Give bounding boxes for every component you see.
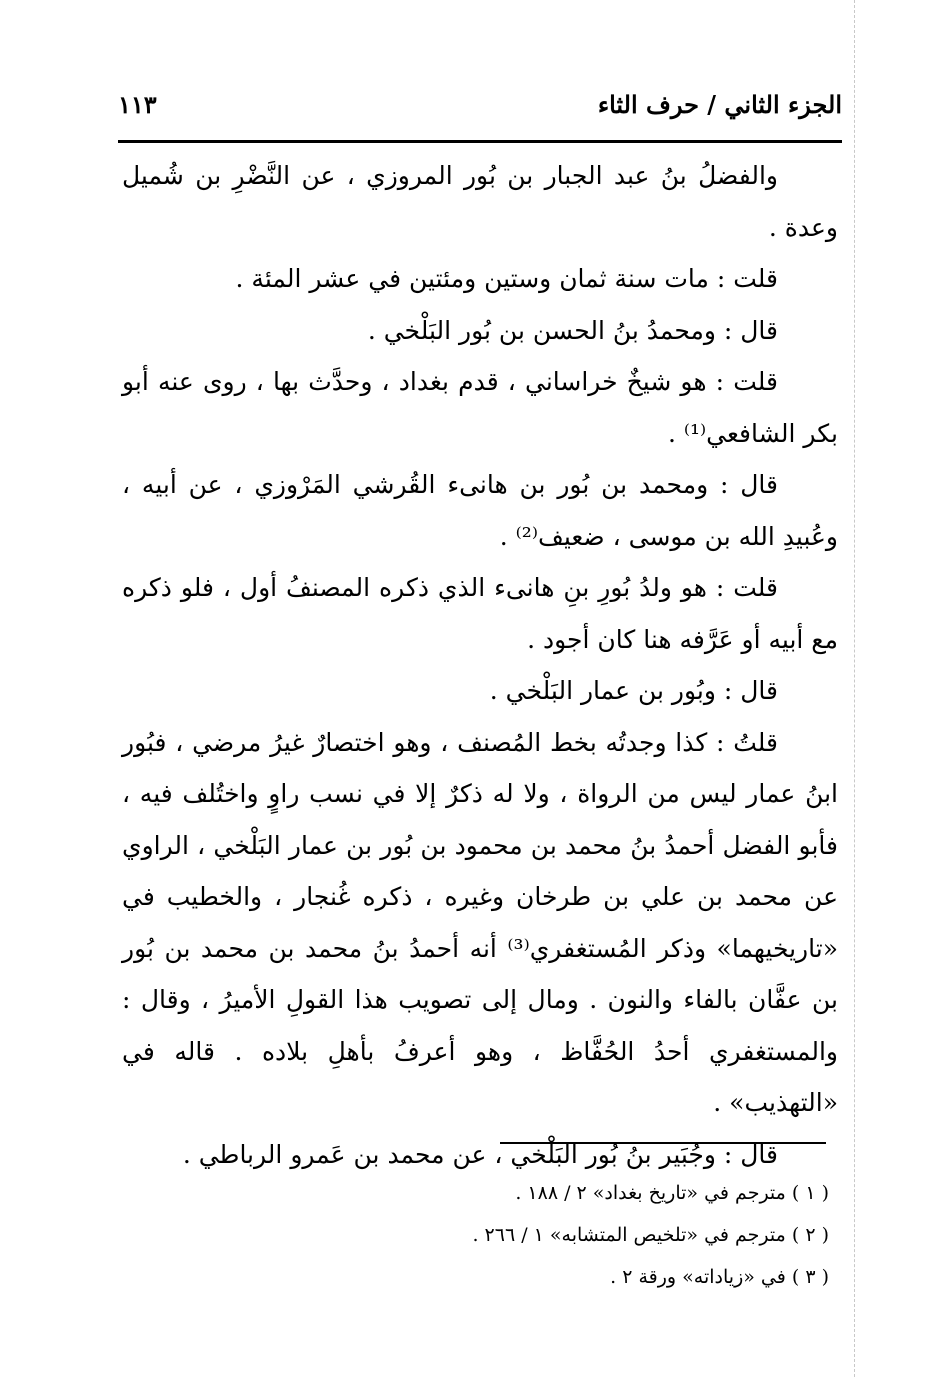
paragraph: قلت : مات سنة ثمان وستين ومئتين في عشر المئة . <box>235 264 778 293</box>
footnote-rule <box>500 1142 826 1144</box>
paragraph: قلتُ : كذا وجدتُه بخط المُصنف ، وهو اختصارٌ غيرُ مرضي ، فبُور ابنُ عمار ليس من الرواة ، ولا له ذكرٌ إلا في نسب راوٍ واختُلف فيه ، فأبو الفضل أحمدُ بنُ محمد بن محمود بن بُور بن عمار البَلْخي ، الراوي عن محمد بن علي بن طرخان وغيره ، ذكره غُنجار ، والخطيب في «تاريخيهما» وذكر المُستغفري⁽³⁾ أنه أحمدُ بنُ محمد بن محمد بن بُور بن عفَّان بالفاء والنون . ومال إلى تصويب هذا القولِ الأميرُ ، وقال : والمستغفري أحدُ الحُفَّاظ ، وهو أعرفُ بأهلِ بلاده . قاله في «التهذيب» . <box>122 727 839 1117</box>
paragraph: قال : وبُور بن عمار البَلْخي . <box>489 676 778 705</box>
paragraph: قلت : هو شيخٌ خراساني ، قدم بغداد ، وحدَّث بها ، روى عنه أبو بكر الشافعي⁽¹⁾ . <box>122 367 838 448</box>
running-title: الجزء الثاني / حرف الثاء <box>597 90 842 119</box>
footnote: ( ١ ) مترجم في «تاريخ بغداد» ٢ / ١٨٨ . <box>515 1182 829 1204</box>
footnote: ( ٢ ) مترجم في «تلخيص المتشابه» ١ / ٢٦٦ . <box>472 1224 829 1246</box>
paragraph: قال : ومحمدُ بنُ الحسن بن بُور البَلْخي . <box>367 315 778 345</box>
paragraph: قلت : هو ولدُ بُورِ بنِ هانىء الذي ذكره المصنفُ أول ، فلو ذكره مع أبيه أو عَرَّفه هنا كان أجود . <box>122 573 838 654</box>
paragraph: قال : ومحمد بن بُور بن هانىء القُرشي المَرْوزي ، عن أبيه ، وعُبيدِ الله بن موسى ، ضعيف⁽²⁾ . <box>122 470 838 551</box>
page-number: ١١٣ <box>118 90 157 119</box>
footnote: ( ٣ ) في «زياداته» ورقة ٢ . <box>610 1266 829 1288</box>
paragraph: قال : وجُبَير بنُ بُور البَلْخي ، عن محمد بن عَمرو الرباطي . <box>182 1139 778 1169</box>
footnotes <box>429 1172 829 1298</box>
paragraph: والفضلُ بنُ عبد الجبار بن بُور المروزي ، عن النَّضْرِ بن شُميل وعدة . <box>122 161 838 242</box>
page-header <box>118 90 842 130</box>
main-text <box>122 150 838 1180</box>
header-rule <box>118 140 842 143</box>
scan-guide-line <box>854 0 855 1377</box>
